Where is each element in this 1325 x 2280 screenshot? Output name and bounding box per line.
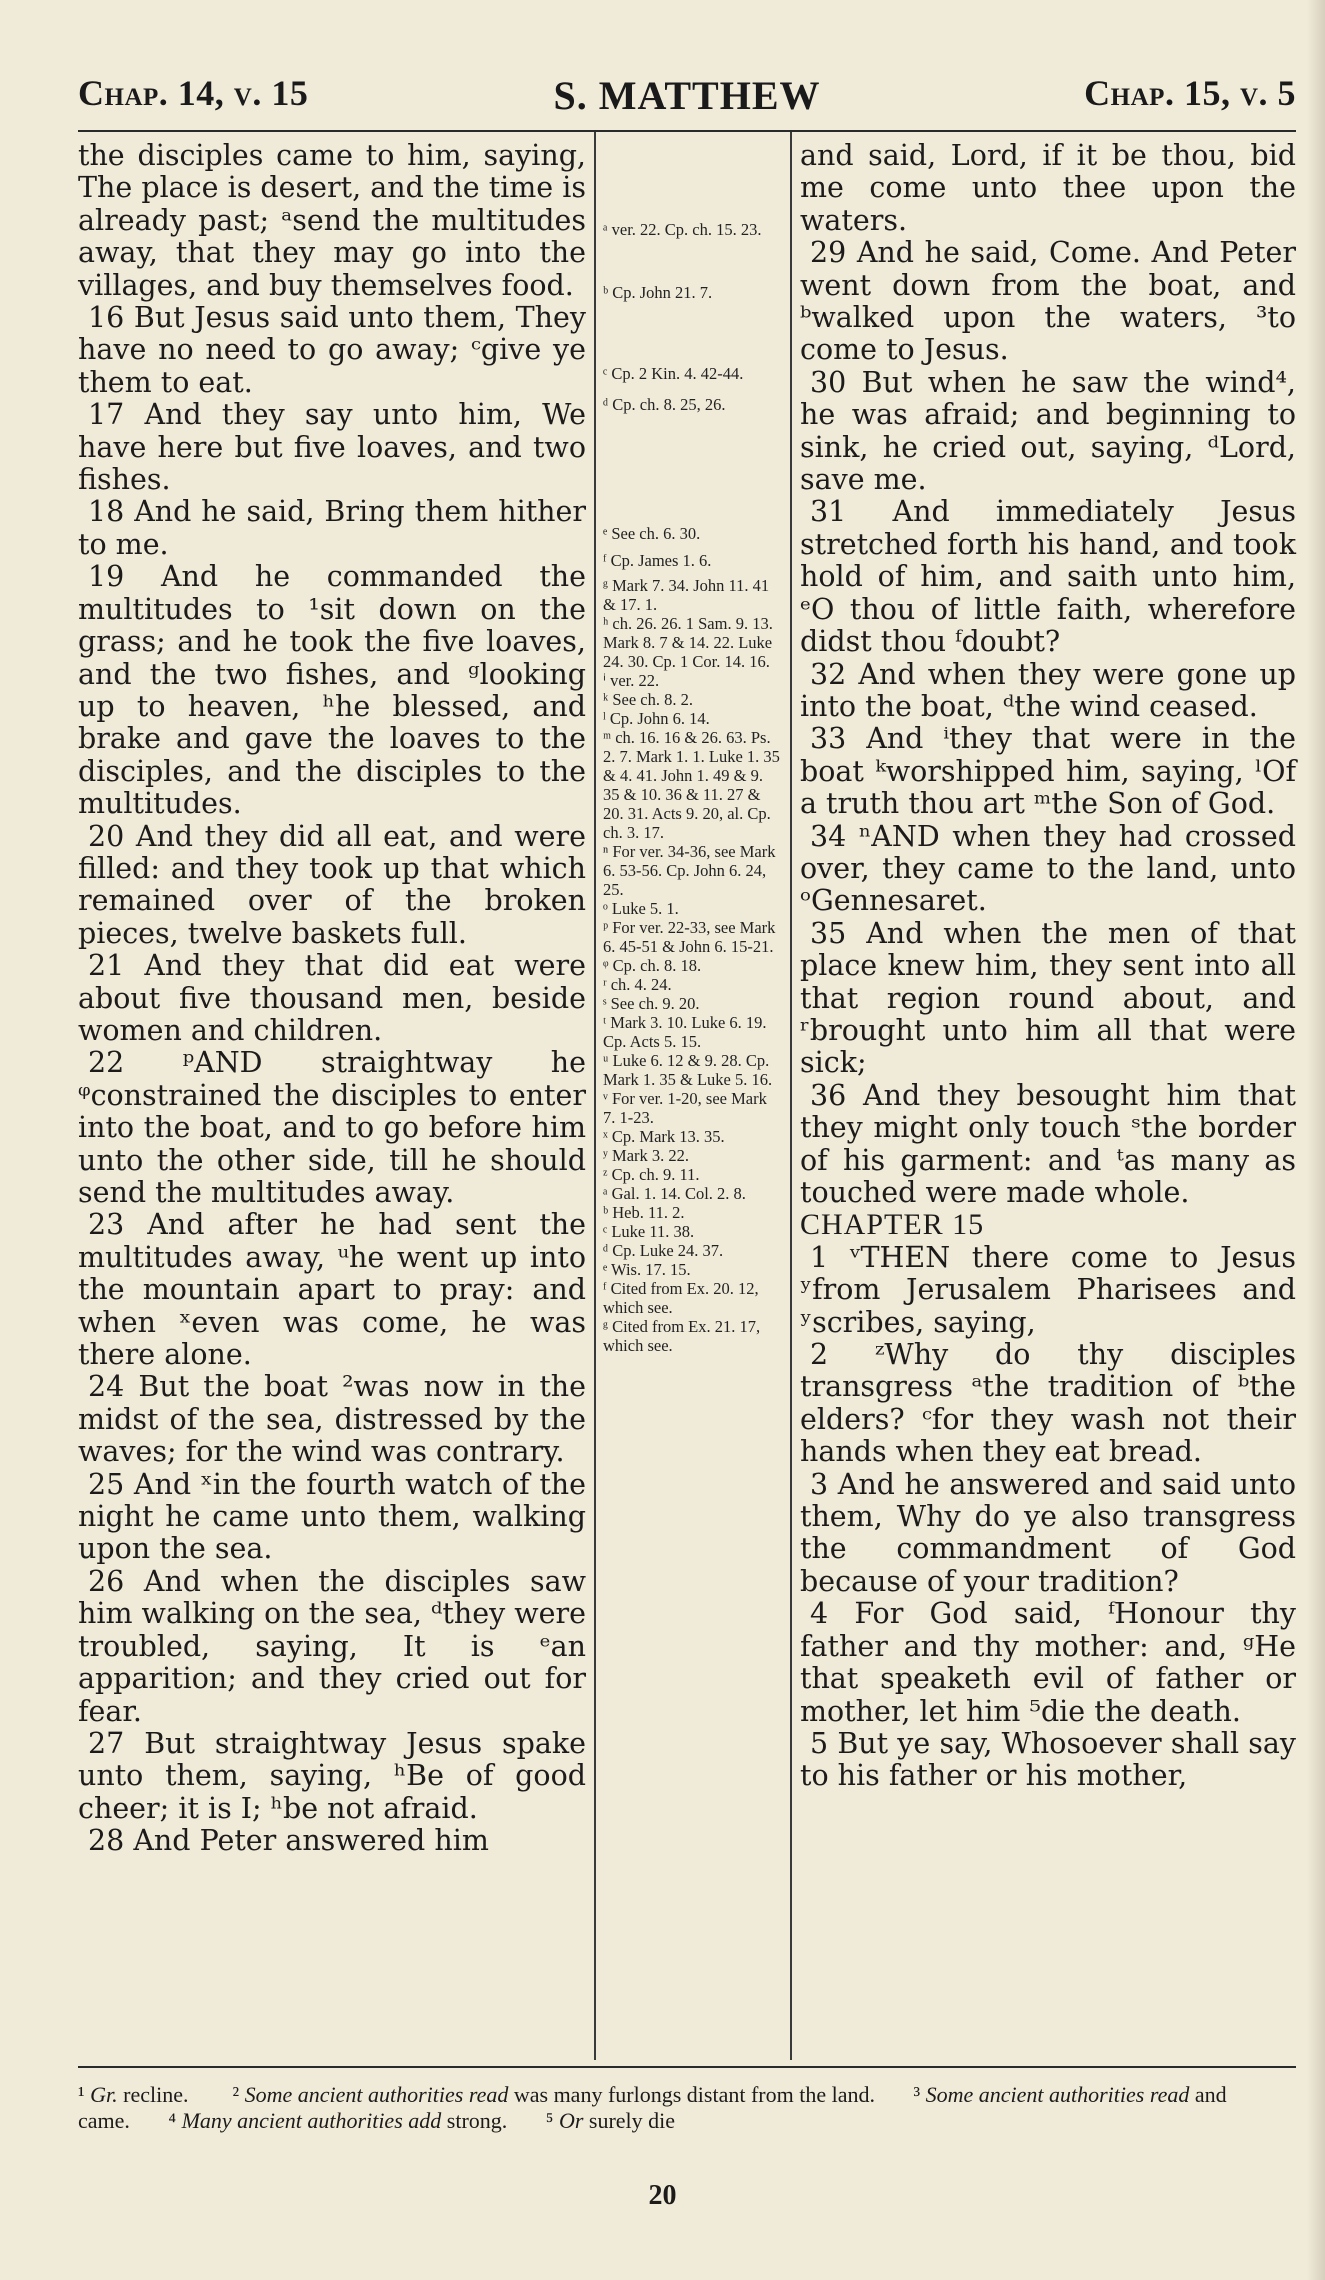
column-divider-left: [594, 132, 596, 2060]
cross-ref: ᵃ ver. 22. Cp. ch. 15. 23.: [603, 220, 762, 239]
verse-text: the disciples came to him, saying, The place is desert, and the time is already past; ᵃsend the multitudes away, that they may go into the villages, and buy themselves food.: [78, 139, 586, 302]
footnote-rule: [78, 2066, 1296, 2068]
footnote-4: [168, 2108, 507, 2133]
header-rule: [78, 130, 1296, 132]
cross-ref: ˢ See ch. 9. 20.: [603, 994, 700, 1013]
verse-33: 33 And ⁱthey that were in the boat ᵏworshipped him, saying, ˡOf a truth thou art ᵐthe Son of God.: [800, 722, 1296, 821]
verse-17: 17 And they say unto him, We have here but five loaves, and two fishes.: [78, 398, 586, 497]
cross-ref: ᶠ Cp. James 1. 6.: [603, 551, 712, 570]
cross-ref: ᵗ Mark 3. 10. Luke 6. 19. Cp. Acts 5. 15.: [603, 1013, 767, 1051]
cross-ref: ᶻ Cp. ch. 9. 11.: [603, 1165, 700, 1184]
verse-15-5: 5 But ye say, Whosoever shall say to his father or his mother,: [800, 1726, 1296, 1793]
cross-ref: ᵇ Heb. 11. 2.: [603, 1203, 685, 1222]
cross-ref: ⁿ For ver. 34-36, see Mark 6. 53-56. Cp. John 6. 24, 25.: [603, 842, 776, 899]
cross-ref: ᵛ For ver. 1-20, see Mark 7. 1-23.: [603, 1089, 767, 1127]
verse-26: 26 And when the disciples saw him walking on the sea, ᵈthey were troubled, saying, It is ᵉan apparition; and they cried out for fear.: [78, 1564, 586, 1728]
cross-ref: ᵐ ch. 16. 16 & 26. 63. Ps. 2. 7. Mark 1. 1. Luke 1. 35 & 4. 41. John 1. 49 & 9. 35 & 10. 36 & 11. 27 & 20. 31. Acts 9. 20, al. Cp. ch. 3. 17.: [603, 728, 780, 842]
column-divider-right: [790, 132, 792, 2060]
footnote-text: recline.: [117, 2082, 189, 2107]
footnote-marker: ³: [913, 2082, 921, 2107]
cross-ref: ᵍ Cited from Ex. 21. 17, which see.: [603, 1317, 761, 1355]
verse-text: and said, Lord, if it be thou, bid me come unto thee upon the waters.: [800, 139, 1296, 237]
cross-ref: ʳ ch. 4. 24.: [603, 975, 672, 994]
footnote-italic: Or: [558, 2108, 584, 2133]
verse-23: 23 And after he had sent the multitudes away, ᵘhe went up into the mountain apart to pray: and when ˣeven was come, he was there alone.: [78, 1208, 586, 1372]
footnote-text: was many furlongs distant from the land.: [508, 2082, 875, 2107]
verse-15-3: 3 And he answered and said unto them, Why do ye also transgress the commandment of God because of your tradition?: [800, 1467, 1296, 1598]
page-number: 20: [648, 2180, 677, 2211]
footnote-1: [78, 2082, 188, 2107]
header-left-chapter-ref: Chap. 14, v. 15: [78, 73, 309, 113]
verse-15-4: 4 For God said, ᶠHonour thy father and thy mother: and, ᵍHe that speaketh evil of father or mother, let him ⁵die the death.: [800, 1597, 1296, 1728]
header-book-title: S. MATTHEW: [553, 73, 821, 118]
cross-ref: ˡ Cp. John 6. 14.: [603, 709, 710, 728]
cross-ref: ᵖ For ver. 22-33, see Mark 6. 45-51 & John 6. 15-21.: [603, 918, 776, 956]
footnote-text: and came.: [78, 2082, 1227, 2133]
cross-ref: ʸ Mark 3. 22.: [603, 1146, 690, 1165]
verse-24: 24 But the boat ²was now in the midst of the sea, distressed by the waves; for the wind was contrary.: [78, 1370, 586, 1469]
footnote-5: [546, 2108, 675, 2133]
verse-32: 32 And when they were gone up into the boat, ᵈthe wind ceased.: [800, 657, 1296, 723]
verse-27: 27 But straightway Jesus spake unto them, saying, ʰBe of good cheer; it is I; ʰbe not afraid.: [78, 1726, 586, 1825]
verse-20: 20 And they did all eat, and were filled: and they took up that which remained over of the broken pieces, twelve baskets full.: [78, 819, 586, 950]
footnote-italic: Many ancient authorities add: [181, 2108, 442, 2133]
cross-ref: ᶜ Luke 11. 38.: [603, 1222, 695, 1241]
running-header: [78, 72, 1296, 122]
cross-ref: ˣ Cp. Mark 13. 35.: [603, 1127, 725, 1146]
verse-29: 29 And he said, Come. And Peter went down from the boat, and ᵇwalked upon the waters, ³to come to Jesus.: [800, 236, 1296, 367]
right-text-column: [800, 140, 1296, 1793]
footnote-marker: ⁴: [168, 2108, 177, 2133]
cross-ref: ᵠ Cp. ch. 8. 18.: [603, 956, 702, 975]
footnote-italic: Some ancient authorities read: [244, 2082, 509, 2107]
verse-21: 21 And they that did eat were about five thousand men, beside women and children.: [78, 949, 586, 1047]
cross-ref: ᵉ Wis. 17. 15.: [603, 1260, 691, 1279]
verse-18: 18 And he said, Bring them hither to me.: [78, 495, 586, 561]
footnote-text: surely die: [583, 2108, 676, 2133]
page-edge-shadow: [1307, 0, 1325, 2280]
chapter-heading: CHAPTER 15: [800, 1208, 985, 1242]
footnote-italic: Gr.: [90, 2082, 118, 2107]
footnote-marker: ⁵: [545, 2108, 554, 2133]
cross-reference-column: [603, 220, 783, 1355]
cross-ref: ᵍ Mark 7. 34. John 11. 41 & 17. 1.: [603, 576, 770, 614]
verse-35: 35 And when the men of that place knew him, they sent into all that region round about, and ʳbrought unto him all that were sick;: [800, 916, 1296, 1080]
verse-22: 22 ᵖAND straightway he ᵠconstrained the disciples to enter into the boat, and to go before him unto the other side, till he should send the multitudes away.: [78, 1046, 586, 1209]
footnote-2: [232, 2082, 874, 2107]
cross-ref: ᵇ Cp. John 21. 7.: [603, 283, 713, 302]
cross-ref: ᵃ Gal. 1. 14. Col. 2. 8.: [603, 1184, 746, 1203]
verse-30: 30 But when he saw the wind⁴, he was afraid; and beginning to sink, he cried out, saying, ᵈLord, save me.: [800, 365, 1296, 497]
header-right-chapter-ref: Chap. 15, v. 5: [1084, 73, 1296, 113]
footnote-marker: ²: [232, 2082, 240, 2107]
footnote-text: strong.: [441, 2108, 508, 2133]
verse-28: 28 And Peter answered him: [88, 1824, 489, 1858]
cross-ref: ᵉ See ch. 6. 30.: [603, 524, 701, 543]
cross-ref: ᵈ Cp. ch. 8. 25, 26.: [603, 395, 726, 414]
cross-ref: ʰ ch. 26. 26. 1 Sam. 9. 13. Mark 8. 7 & 14. 22. Luke 24. 30. Cp. 1 Cor. 14. 16.: [603, 614, 773, 671]
cross-ref: ᵒ Luke 5. 1.: [603, 899, 679, 918]
verse-15-1: 1 ᵛTHEN there come to Jesus ʸfrom Jerusalem Pharisees and ʸscribes, saying,: [800, 1240, 1296, 1339]
cross-ref: ⁱ ver. 22.: [603, 671, 660, 690]
cross-ref: ᶜ Cp. 2 Kin. 4. 42-44.: [603, 364, 744, 383]
cross-ref: ᵘ Luke 6. 12 & 9. 28. Cp. Mark 1. 35 & Luke 5. 16.: [603, 1051, 773, 1089]
cross-ref: ᶠ Cited from Ex. 20. 12, which see.: [603, 1279, 759, 1317]
cross-ref: ᵏ See ch. 8. 2.: [603, 690, 693, 709]
verse-36: 36 And they besought him that they might only touch ˢthe border of his garment: and ᵗas many as touched were made whole.: [800, 1078, 1296, 1209]
verse-25: 25 And ˣin the fourth watch of the night he came unto them, walking upon the sea.: [78, 1467, 586, 1566]
left-text-column: [78, 140, 586, 1858]
verse-31: 31 And immediately Jesus stretched forth his hand, and took hold of him, and saith unto him, ᵉO thou of little faith, wherefore didst thou ᶠdoubt?: [800, 495, 1296, 659]
verse-15-2: 2 ᶻWhy do thy disciples transgress ᵃthe tradition of ᵇthe elders? ᶜfor they wash not their hands when they eat bread.: [800, 1338, 1296, 1469]
verse-34: 34 ⁿAND when they had crossed over, they came to the land, unto ᵒGennesaret.: [800, 819, 1296, 918]
footnote-italic: Some ancient authorities read: [925, 2082, 1190, 2107]
footnotes: [78, 2082, 1296, 2134]
verse-19: 19 And he commanded the multitudes to ¹sit down on the grass; and he took the five loaves, and the two fishes, and ᵍlooking up to heaven, ʰhe blessed, and brake and gave the loaves to the disciples, and the disciples to the multitudes.: [78, 560, 586, 821]
footnote-marker: ¹: [78, 2082, 85, 2107]
cross-ref: ᵈ Cp. Luke 24. 37.: [603, 1241, 724, 1260]
verse-16: 16 But Jesus said unto them, They have no need to go away; ᶜgive ye them to eat.: [78, 301, 586, 399]
